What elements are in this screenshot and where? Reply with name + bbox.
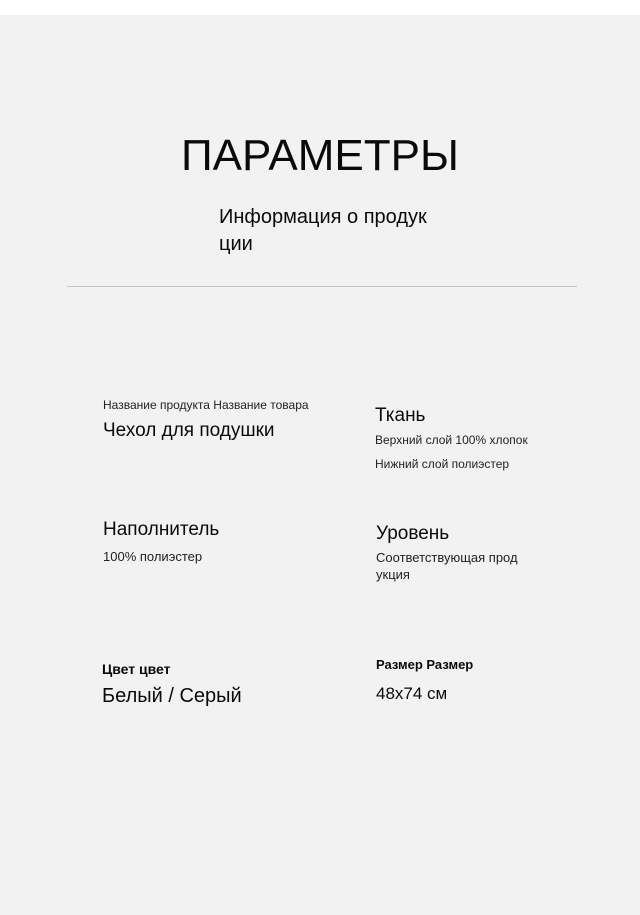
grade-value: Соответствующая продукция [376, 550, 518, 582]
spec-filler [103, 518, 323, 565]
filler-label: Наполнитель [103, 519, 220, 540]
color-value: Белый / Серый [102, 685, 242, 707]
fabric-bottom-layer: Нижний слой полиэстер [375, 457, 510, 471]
filler-value: 100% полиэстер [103, 549, 203, 564]
fabric-label: Ткань [375, 405, 426, 426]
size-value: 48x74 см [376, 684, 448, 703]
fabric-top-layer: Верхний слой 100% хлопок [375, 433, 528, 447]
page-subtitle: Информация о продукции [219, 206, 427, 255]
spec-grade [376, 522, 521, 583]
spec-product-name [103, 397, 325, 443]
product-name-value: Чехол для подушки [103, 420, 275, 441]
grade-label: Уровень [376, 523, 450, 544]
color-label: Цвет цвет [102, 661, 171, 677]
size-label: Размер Размер [376, 657, 474, 672]
page-title: ПАРАМЕТРЫ [181, 131, 459, 180]
spec-fabric [375, 404, 575, 472]
product-name-label: Название продукта Название товара [103, 398, 309, 412]
spec-color [102, 660, 322, 708]
spec-size [376, 656, 576, 706]
divider [67, 286, 577, 287]
